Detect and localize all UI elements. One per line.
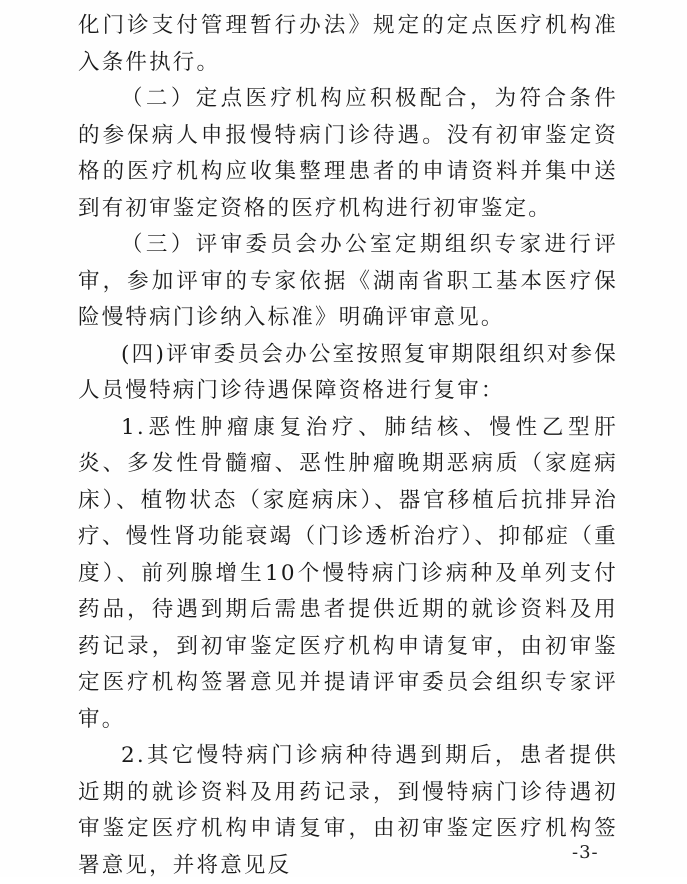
paragraph-item-3: （三）评审委员会办公室定期组织专家进行评审，参加评审的专家依据《湖南省职工基本医疗保险慢特病门诊纳入标准》明确评审意见。	[78, 232, 618, 330]
paragraph-item-4: (四)评审委员会办公室按照复审期限组织对参保人员慢特病门诊待遇保障资格进行复审：	[78, 341, 618, 403]
paragraph-subitem-1: 1.恶性肿瘤康复治疗、肺结核、慢性乙型肝炎、多发性骨髓瘤、恶性肿瘤晚期恶病质（家庭病床）、植物状态（家庭病床）、器官移植后抗排异治疗、慢性肾功能衰竭（门诊透析治疗）、抑郁症（重度）、前列腺增生10个慢特病门诊病种及单列支付药品，待遇到期后需患者提供近期的就诊资料及用药记录，到初审鉴定医疗机构申请复审，由初审鉴定医疗机构签署意见并提请评审委员会组织专家评审。	[78, 414, 618, 732]
document-body	[78, 8, 618, 884]
paragraph-subitem-2: 2.其它慢特病门诊病种待遇到期后，患者提供近期的就诊资料及用药记录，到慢特病门诊待遇初审鉴定医疗机构申请复审，由初审鉴定医疗机构签署意见，并将意见反	[78, 743, 618, 878]
paragraph-item-2: （二）定点医疗机构应积极配合，为符合条件的参保病人申报慢特病门诊待遇。没有初审鉴定资格的医疗机构应收集整理患者的申请资料并集中送到有初审鉴定资格的医疗机构进行初审鉴定。	[78, 86, 618, 221]
paragraph-continuation: 化门诊支付管理暂行办法》规定的定点医疗机构准入条件执行。	[78, 13, 618, 75]
page-number: -3-	[572, 842, 599, 863]
